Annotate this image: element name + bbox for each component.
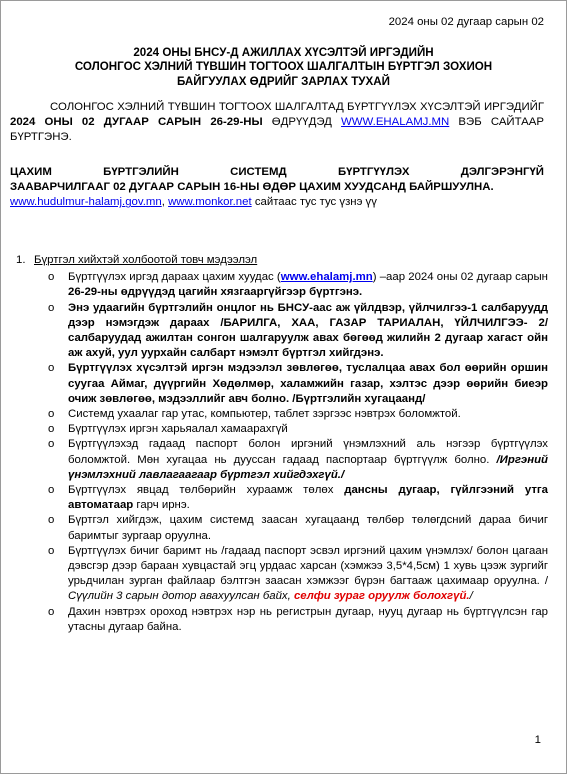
item-text: гарч ирнэ.	[133, 499, 190, 512]
list-item	[10, 544, 548, 605]
selfie-warning: селфи зураг оруулж болохгүй.	[290, 590, 470, 603]
section-title: Бүртгэл хийхтэй холбоотой товч мэдээлэл	[34, 254, 258, 266]
bullet-icon: o	[48, 362, 55, 375]
document-date: 2024 оны 02 дугаар сарын 02	[388, 16, 544, 28]
intro-text: СОЛОНГОС ХЭЛНИЙ ТҮВШИН ТОГТООХ ШАЛГАЛТАД БҮРТГҮҮЛЭХ ХҮСЭЛТЭЙ ИРГЭДИЙГ	[50, 101, 544, 113]
document-title	[31, 46, 536, 89]
intro-text-3: ВЭБ САЙТААР БҮРТГЭНЭ.	[10, 116, 544, 144]
bullet-icon: o	[48, 423, 55, 436]
section-number: 1.	[16, 254, 26, 266]
bullet-icon: o	[48, 605, 55, 618]
item-text: Бүртгүүлэх явцад төлбөрийн хураамж төлөх	[68, 484, 345, 497]
item-italic-text: /	[469, 590, 473, 603]
monkor-link[interactable]: www.monkor.net	[168, 196, 252, 209]
title-line-2: СОЛОНГОС ХЭЛНИЙ ТҮВШИН ТОГТООХ ШАЛГАЛТЫН БҮРТГЭЛ ЗОХИОН	[74, 60, 493, 74]
ehalamj-link-2[interactable]: www.ehalamj.mn	[280, 271, 373, 284]
bullet-icon: o	[48, 484, 55, 497]
title-line-1: 2024 ОНЫ БНСУ-Д АЖИЛЛАХ ХҮСЭЛТЭЙ ИРГЭДИЙН	[133, 46, 434, 59]
item-bold-text: 26-29-ны өдрүүдэд цагийн хязгааргүйгээр бүртгэнэ.	[68, 286, 363, 299]
item-bold-italic-text: /Иргэний үнэмлэхний лавлагаагаар бүртгэл хийгдэхгүй./	[68, 453, 548, 481]
list-item	[10, 437, 548, 483]
page-number: 1	[534, 734, 541, 746]
list-item	[10, 270, 548, 300]
list-item	[10, 361, 548, 407]
notice-tail: сайтаас тус тус үзнэ үү	[251, 196, 377, 209]
bullet-icon: o	[48, 514, 55, 527]
item-text: Бүртгүүлэх бичиг баримт нь /гадаад паспорт эсвэл иргэний цахим үнэмлэх/ болон цагаан дэвсгэр дээр бараан хувцастай эгц урдаас харсан (хэмжээ 3,5*4,5см) 1 хувь цээж зургийг урьдчилан зурган файлаар бэлтгэн заасан хэмжээг бүрэн багтааж цахимаар оруулна. /	[68, 544, 548, 588]
intro-paragraph	[10, 100, 544, 146]
notice-line-2: ЗААВАРЧИЛГААГ 02 ДУГААР САРЫН 16-НЫ ӨДӨР ЦАХИМ ХУУДСАНД БАЙРШУУЛНА.	[10, 181, 494, 194]
item-text: Дахин нэвтрэх ороход нэвтрэх нэр нь регистрын дугаар, нууц дугаар нь бүртгүүлсэн гар утасны дугаар байна.	[68, 605, 548, 633]
ehalamj-link[interactable]: WWW.EHALAMJ.MN	[341, 116, 450, 129]
intro-text-2: ӨДРҮҮДЭД	[262, 116, 342, 129]
bullet-icon: o	[48, 438, 55, 451]
registration-dates: 2024 ОНЫ 02 ДУГААР САРЫН 26-29-НЫ	[10, 116, 263, 129]
list-item	[10, 301, 548, 362]
list-item	[10, 422, 548, 437]
item-text: Бүртгүүлэх иргэн харьяалал хамаарахгүй	[68, 423, 288, 436]
bullet-icon: o	[48, 271, 55, 284]
bullet-icon: o	[48, 408, 55, 421]
bullet-icon: o	[48, 301, 55, 314]
item-text: ) –аар 2024 оны 02 дугаар сарын	[372, 271, 548, 284]
section-heading	[10, 253, 548, 268]
item-bold-text: Энэ удаагийн бүртгэлийн онцлог нь БНСУ-аас аж үйлдвэр, үйлчилгээ-1 салбаруудд дээр нэмэгдэж дараах /БАРИЛГА, ХАА, ГАЗАР ТАРИАЛАН, ҮЙЛЧИЛГЭЭ- 2/ салбаруудад ажилтан сонгон шалгаруулж авах бөгөөд жилийн 2 дугаар хагаст ойн аж ахуй, уул уурхайн салбарт нэмэлт бүртгэл хийгдэнэ.	[68, 301, 548, 360]
instruction-notice	[10, 165, 544, 211]
list-item	[10, 513, 548, 543]
section-1	[10, 253, 548, 635]
item-text: Бүртгэл хийгдэж, цахим системд заасан хугацаанд төлбөр төлөгдсний дараа бичиг баримтыг зургаар оруулна.	[68, 514, 548, 542]
title-line-3: БАЙГУУЛАХ ӨДРИЙГ ЗАРЛАХ ТУХАЙ	[177, 74, 390, 88]
list-item	[10, 483, 548, 513]
hudulmur-halamj-link[interactable]: www.hudulmur-halamj.gov.mn	[10, 196, 162, 209]
item-bold-text: Бүртгүүлэх хүсэлтэй иргэн мэдээлэл зөвлөгөө, туслалцаа авах бол өөрийн оршин суугаа Аймаг, дүүргийн Хөдөлмөр, халамжийн газар, хэлтэс дээр өөрийн биеэр очиж зөвлөгөө, мэдээллийг авч болно. /Бүртгэлийн хугацаанд/	[68, 362, 548, 405]
list-item	[10, 407, 548, 422]
info-list	[10, 270, 548, 635]
bullet-icon: o	[48, 544, 55, 557]
item-italic-text: Сүүлийн 3 сарын дотор авахуулсан байх,	[68, 590, 291, 603]
item-text: Бүртгүүлэх иргэд дараах цахим хуудас (	[68, 271, 281, 284]
link-separator: ,	[161, 196, 169, 209]
list-item	[10, 605, 548, 635]
notice-line-1: ЦАХИМ БҮРТГЭЛИЙН СИСТЕМД БҮРТГҮҮЛЭХ ДЭЛГЭРЭНГҮЙ	[10, 166, 544, 178]
item-text: Системд ухаалаг гар утас, компьютер, таблет зэргээс нэвтрэх боломжтой.	[68, 408, 461, 421]
item-text: Бүртгүүлэхэд гадаад паспорт болон иргэний үнэмлэхний аль нэгээр бүртгүүлэх боломжтой. Мөн хугацаа нь дууссан гадаад паспортаар бүртгүүлж болно.	[68, 438, 548, 466]
notice-links	[10, 195, 544, 210]
item-bold-text: дансны дугаар, гүйлгээний утга автоматаар	[68, 484, 548, 512]
